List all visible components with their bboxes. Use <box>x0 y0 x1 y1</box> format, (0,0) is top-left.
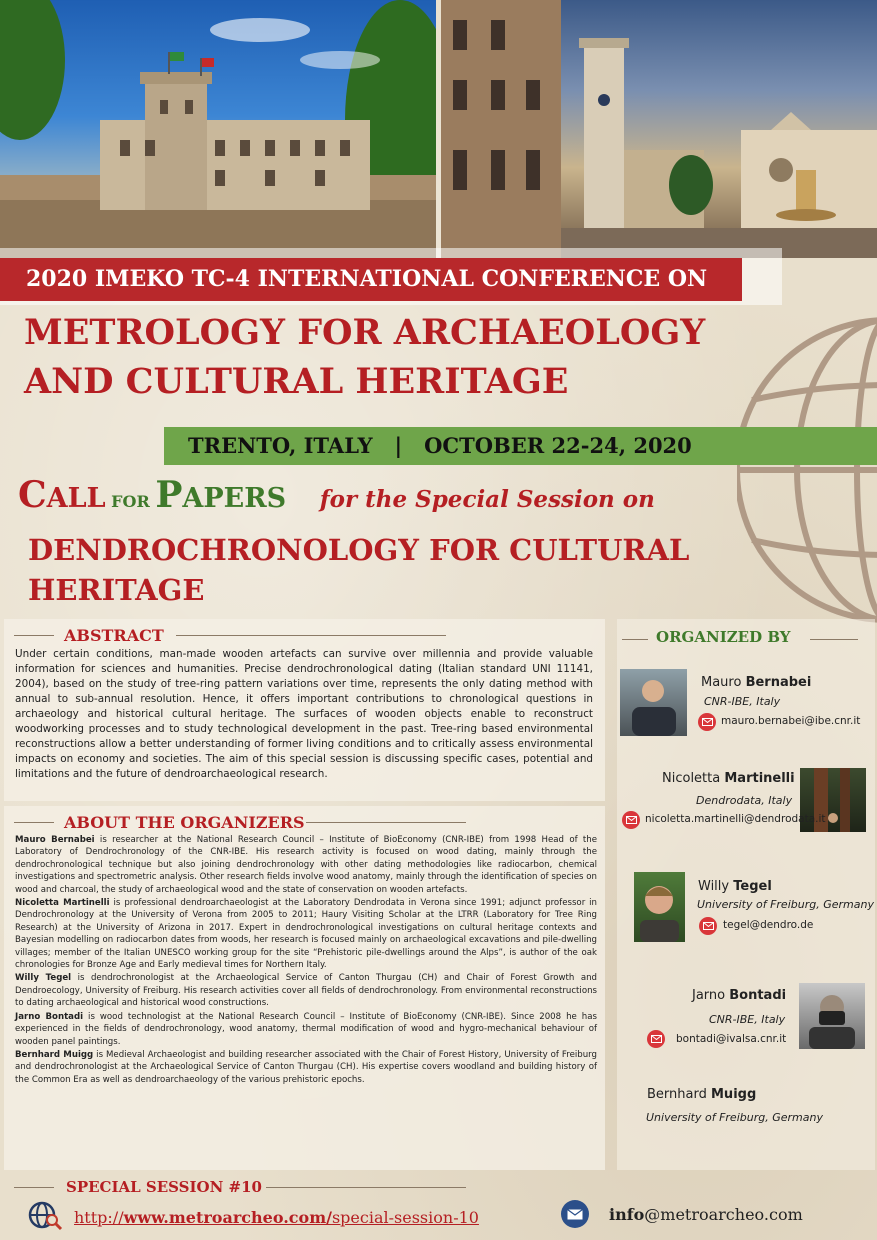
call-for-papers-heading <box>18 474 655 516</box>
session-title-line-1: DENDROCHRONOLOGY FOR CULTURAL <box>28 533 690 567</box>
bio-name: Bernhard Muigg <box>15 1049 94 1060</box>
first-name: Bernhard <box>647 1087 707 1102</box>
bio-body: is dendrochronologist at the Archaeological Service of Canton Thurgau (CH) and Chair of Forest Growth and Dendroecology, University of Freiburg. His research activities cover all fields of dendrochronology. From environmental reconstructions to dating archaeological and historical wood constructions. <box>15 973 597 1009</box>
organizer-name-bontadi <box>692 988 786 1003</box>
title-line-2: AND CULTURAL HERITAGE <box>24 361 569 402</box>
bio-body: is Medieval Archaeologist and building researcher associated with the Chair of Forest History, University of Freiburg and dendrochronologist at the Archaeological Service of Canton Thurgau (CH). His expertise covers woodland and building history of the Common Era as well as dendroarchaeology of the various prehistoric epochs. <box>15 1049 597 1085</box>
last-name: Martinelli <box>724 771 795 786</box>
location-date-banner <box>164 427 877 465</box>
bio-name: Mauro Bernabei <box>15 835 95 845</box>
organized-rule-right <box>810 639 858 640</box>
cfp-for: FOR <box>111 492 150 511</box>
email-tegel[interactable]: tegel@dendro.de <box>723 919 814 931</box>
last-name: Tegel <box>733 879 772 894</box>
bio-martinelli <box>15 897 597 971</box>
organizer-name-tegel <box>698 879 772 894</box>
organizer-affiliation-muigg: University of Freiburg, Germany <box>646 1111 823 1124</box>
abstract-heading: ABSTRACT <box>64 626 164 645</box>
session-title-line-2: HERITAGE <box>28 573 205 607</box>
first-name: Jarno <box>692 988 726 1003</box>
envelope-icon <box>698 713 716 731</box>
bio-body: is wood technologist at the National Research Council – Institute of BioEconomy (CNR-IBE). Since 2008 he has experienced in the fields of dendrochronology, wood anatomy, thermal modification of wood and hygro-mechanical behaviour of wooden panel paintings. <box>15 1011 597 1047</box>
email-domain: @metroarcheo.com <box>644 1205 803 1224</box>
organizer-affiliation-bernabei: CNR-IBE, Italy <box>704 695 781 708</box>
special-session-label: SPECIAL SESSION #10 <box>66 1178 262 1196</box>
footer-rule-right <box>266 1187 466 1188</box>
bio-body: is researcher at the National Research Council – Institute of BioEconomy (CNR-IBE) from 1998 Head of the Laboratory of Dendrochronology of the CNR-IBE. His research activity is focused on wood dating, mainly through the dendrochronological technique but also joining dendrochronology with other dating methodologies like radiocarbon, chemical investigations and spectrometric analysis. Other research fields involve wood anatomy, mainly through the identification of species on wood and charcoal, the study of archaeological wood and the state of conservation on wooden artefacts. <box>15 835 597 895</box>
bio-tegel <box>15 972 597 1009</box>
bio-name: Nicoletta Martinelli <box>15 898 110 909</box>
cfp-all: ALL <box>46 483 106 514</box>
email-user: info <box>609 1205 645 1224</box>
conference-title <box>24 308 784 406</box>
url-domain: www.metroarcheo.com/ <box>123 1208 332 1227</box>
cfp-c: C <box>18 474 47 516</box>
bio-name: Willy Tegel <box>15 973 72 984</box>
title-line-1: METROLOGY FOR ARCHAEOLOGY <box>24 312 706 353</box>
globe-search-icon <box>28 1200 64 1232</box>
contact-email[interactable] <box>609 1205 803 1224</box>
url-path: special-session-10 <box>331 1208 479 1227</box>
organized-by-heading: ORGANIZED BY <box>656 628 791 646</box>
cfp-p: P <box>155 474 183 516</box>
organizer-affiliation-bontadi: CNR-IBE, Italy <box>709 1013 786 1026</box>
envelope-icon <box>561 1200 589 1228</box>
about-rule-left <box>14 822 54 823</box>
organizer-name-muigg <box>647 1087 756 1102</box>
bio-bontadi <box>15 1011 597 1048</box>
footer-rule-left <box>14 1187 54 1188</box>
bio-name: Jarno Bontadi <box>15 1011 84 1022</box>
cfp-subtitle: for the Special Session on <box>319 486 655 513</box>
organizer-affiliation-tegel: University of Freiburg, Germany <box>697 898 874 911</box>
abstract-text: Under certain conditions, man-made wooden artefacts can survive over millennia and provide valuable information for sciences and humanities. Precise dendrochronological dating (Italian standard UNI 11141, 2004), based on the study of tree-ring pattern variations over time, represents the only dating method with annual to sub-annual resolution. Hence, it offers important contributions to chronological questions in archaeology and historical cultural heritage. The surfaces of wooden objects enable to reconstruct woodworking processes and to study technological development in the past. Tree-ring based environmental reconstructions allow a better understanding of former living conditions and to critically assess environmental impacts on economy and societies. The aim of this special session is discussing specific cases, potential and limitations and the future of dendroarchaeological research. <box>15 648 593 780</box>
envelope-icon <box>699 917 717 935</box>
avatar-tegel <box>634 872 685 942</box>
last-name: Muigg <box>711 1087 757 1102</box>
envelope-icon <box>622 811 640 829</box>
cfp-apers: APERS <box>182 483 287 514</box>
avatar-bernabei <box>620 669 687 736</box>
about-heading: ABOUT THE ORGANIZERS <box>64 813 305 832</box>
email-bernabei[interactable]: mauro.bernabei@ibe.cnr.it <box>721 715 861 727</box>
first-name: Mauro <box>701 675 742 690</box>
first-name: Willy <box>698 879 730 894</box>
url-prefix: http:// <box>74 1208 124 1227</box>
email-bontadi[interactable]: bontadi@ivalsa.cnr.it <box>676 1033 787 1045</box>
last-name: Bontadi <box>729 988 787 1003</box>
email-martinelli[interactable]: nicoletta.martinelli@dendrodata.it <box>645 813 826 825</box>
trento-square-photo <box>441 0 877 258</box>
avatar-bontadi <box>799 983 865 1049</box>
bio-bernabei <box>15 834 597 896</box>
about-text <box>15 834 597 1087</box>
organized-rule-left <box>622 639 648 640</box>
organizer-name-martinelli <box>662 771 795 786</box>
location-date: TRENTO, ITALY | OCTOBER 22-24, 2020 <box>188 433 692 458</box>
first-name: Nicoletta <box>662 771 721 786</box>
bio-body: is professional dendroarchaeologist at the Laboratory Dendrodata in Verona since 1991; adjunct professor in Dendrochronology at the University of Verona from 2005 to 2011; Haury Visiting Scholar at the LTRR (Laboratory for Tree Ring Research) at the University of Arizona in 2017. Expert in dendrochronological investigations on cultural heritage contexts and Bayesian modelling on radiocarbon dates from woods, her research is focused mainly on archaeological excavations and pile-dwelling villages; member of the Italian UNESCO working group for the site “Prehistoric pile-dwellings around the Alps”, is author of the oak chronologies for Bronze Age and Early medieval times for Northern Italy. <box>15 898 598 971</box>
last-name: Bernabei <box>745 675 812 690</box>
conference-banner: 2020 IMEKO TC-4 INTERNATIONAL CONFERENCE ON <box>0 258 742 301</box>
envelope-icon <box>647 1030 665 1048</box>
castle-photo <box>0 0 436 258</box>
organizer-name-bernabei <box>701 675 811 690</box>
abstract-rule-right <box>176 635 446 636</box>
organizer-affiliation-martinelli: Dendrodata, Italy <box>696 794 793 807</box>
website-link[interactable] <box>74 1208 479 1227</box>
bio-muigg <box>15 1049 597 1086</box>
about-rule-right <box>306 822 466 823</box>
abstract-rule-left <box>14 635 54 636</box>
session-title <box>28 530 788 610</box>
